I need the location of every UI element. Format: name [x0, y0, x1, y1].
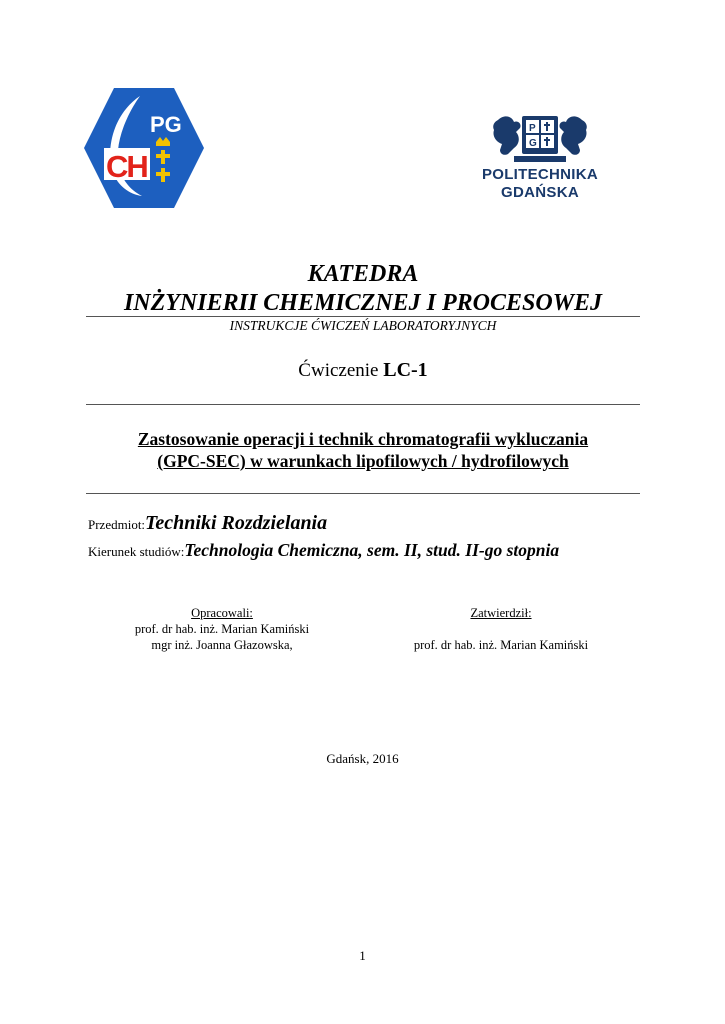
- field-row: [88, 540, 559, 561]
- field-value: Technologia Chemiczna, sem. II, stud. II-go stopnia: [184, 540, 560, 560]
- field-label: Kierunek studiów:: [88, 544, 185, 559]
- prepared-author-1: prof. dr hab. inż. Marian Kamiński: [134, 622, 310, 636]
- subject-value: Techniki Rozdzielania: [145, 512, 328, 534]
- subject-label: Przedmiot:: [88, 517, 146, 532]
- topic-rule-bottom: [86, 493, 640, 494]
- university-name-line1: POLITECHNIKA: [481, 166, 599, 183]
- approved-label: Zatwierdził:: [470, 606, 532, 620]
- exercise-code: LC-1: [383, 359, 428, 381]
- logo-letters-ch: CH: [106, 149, 147, 184]
- topic-line-2: (GPC-SEC) w warunkach lipofilowych / hydrofilowych: [157, 451, 569, 471]
- approved-author: prof. dr hab. inż. Marian Kamiński: [413, 638, 589, 652]
- title-line-1: KATEDRA: [307, 261, 419, 287]
- prepared-label: Opracowali:: [191, 606, 253, 620]
- approved-by-block: [392, 605, 610, 653]
- university-name: [460, 166, 620, 202]
- crest-letter-p: P: [529, 123, 536, 134]
- exercise-heading: [86, 358, 640, 383]
- prepared-author-2: mgr inż. Joanna Głazowska,: [151, 638, 293, 652]
- department-title: [86, 260, 640, 318]
- prepared-by-block: [100, 605, 344, 653]
- title-line-2: INŻYNIERII CHEMICZNEJ I PROCESOWEJ: [123, 290, 603, 316]
- subject-row: [88, 512, 327, 535]
- topic-line-1: Zastosowanie operacji i technik chromatografii wykluczania: [137, 429, 589, 449]
- page-number: 1: [359, 948, 366, 963]
- exercise-topic: [86, 428, 640, 472]
- logo-letters-pg: PG: [150, 112, 182, 137]
- title-rule: [86, 316, 640, 317]
- topic-rule-top: [86, 404, 640, 405]
- university-name-line2: GDAŃSKA: [501, 184, 579, 201]
- place-date: Gdańsk, 2016: [326, 751, 399, 766]
- crest-letter-g: G: [529, 138, 537, 149]
- document-subtitle: INSTRUKCJE ĆWICZEŃ LABORATORYJNYCH: [229, 318, 497, 333]
- exercise-label: Ćwiczenie: [298, 360, 379, 381]
- department-logo: [82, 86, 206, 210]
